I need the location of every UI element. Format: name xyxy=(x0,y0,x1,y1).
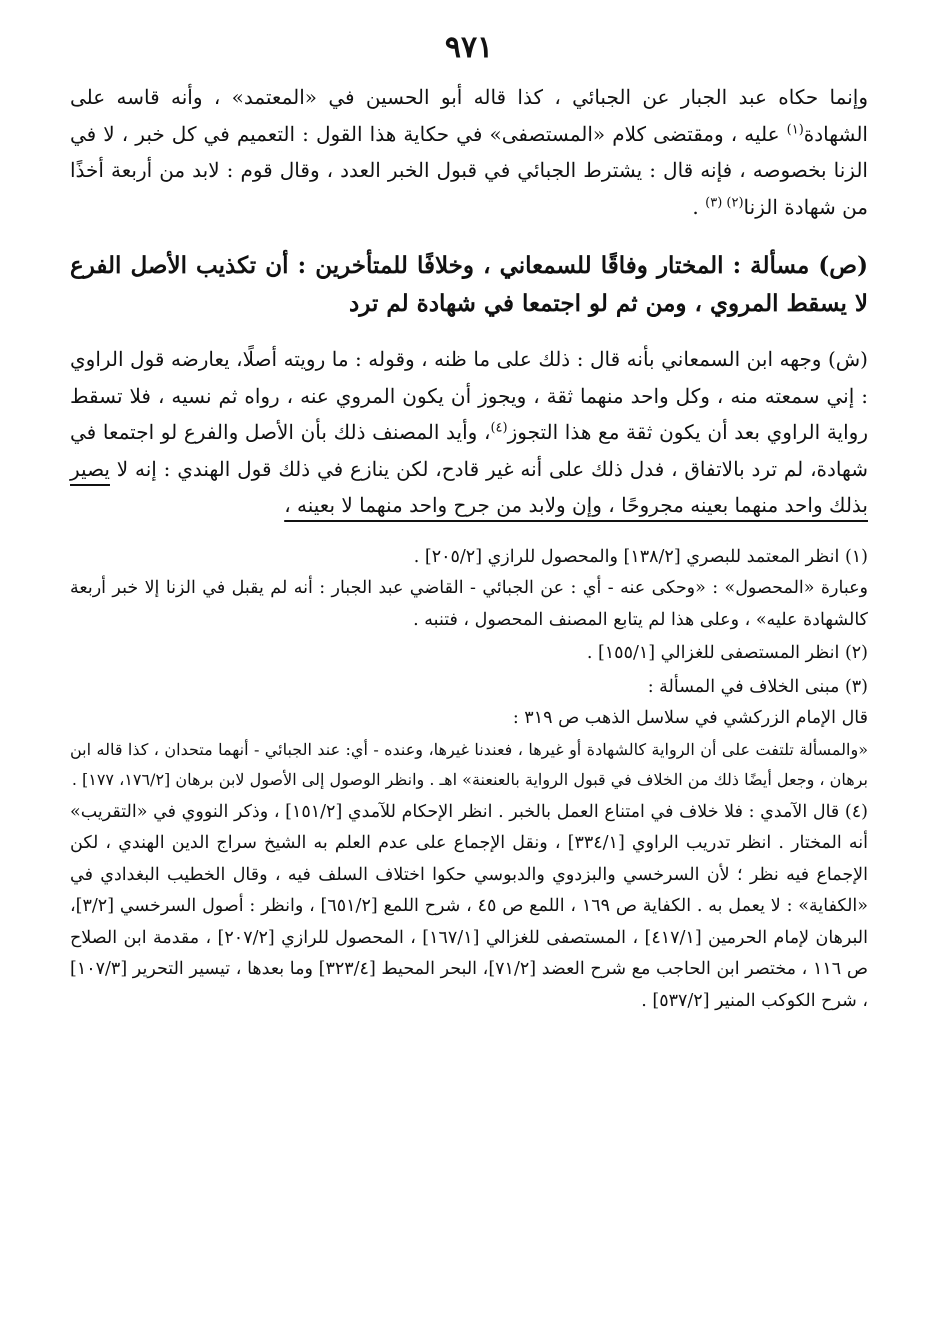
footnote-text: قال الآمدي : فلا خلاف في امتناع العمل بالخبر . انظر الإحكام للآمدي [١٥١/٢] ، وذكر النووي في «التقريب» أنه المختار . انظر تدريب الراوي [٣٣٤/١] ، ونقل الإجماع على عدم العلم به الشيخ سراج الدين الهندي ، لكن الإجماع فيه نظر ؛ لأن السرخسي والبزدوي والدبوسي حكوا اختلاف السلف فيه ، وقال الخطيب البغدادي في «الكفاية» : لا يعمل به . الكفاية ص ١٦٩ ، اللمع ص ٤٥ ، شرح اللمع [٦٥١/٢] ، وانظر : أصول السرخسي [٣/٢]، البرهان لإمام الحرمين [٤١٧/١] ، المستصفى للغزالي [١٦٧/١] ، المحصول للرازي [٢٠٧/٢] ، مقدمة ابن الصلاح ص ١١٦ ، مختصر ابن الحاجب مع شرح العضد [٧١/٢]، البحر المحيط [٣٢٣/٤] وما بعدها ، تيسير التحرير [١٠٧/٣] ، شرح الكوكب المنير [٥٣٧/٢] . xyxy=(70,801,869,1011)
sharh-text-a: (ش) وجهه ابن السمعاني بأنه قال : ذلك على ما ظنه ، وقوله : ما رويته أصلًا، يعارضه قول الراوي : إني سمعته منه ، وكل واحد منهما ثقة ، ويجوز أن يكون المروي عنه ، رواه ثم نسيه ، فلا تسقط رواية الراوي بعد أن يكون ثقة مع هذا التجوز xyxy=(70,347,868,444)
intro-text-a: وإنما حكاه عبد الجبار عن الجبائي ، كذا قاله أبو الحسين في «المعتمد» ، وأنه قاسه على الشهادة xyxy=(70,85,868,146)
footnote-ref-4: (٤) xyxy=(490,420,508,436)
footnote-number: (٢) xyxy=(844,643,868,663)
sharh-paragraph xyxy=(70,341,868,524)
intro-paragraph xyxy=(70,79,868,225)
footnote-text: انظر المعتمد للبصري [١٣٨/٢] والمحصول للرازي [٢٠٥/٢] . xyxy=(413,546,840,567)
footnote-text: مبنى الخلاف في المسألة : xyxy=(647,676,840,697)
sharh-underlined-line: يصير بذلك واحد منهما بعينه مجروحًا ، وإن ولابد من جرح واحد منهما لا بعينه ، xyxy=(70,456,868,517)
footnote-number: (٤) xyxy=(844,801,868,822)
footnote-text: انظر المستصفى للغزالي [١٥٥/١] . xyxy=(586,643,840,663)
page-number: ٩٧١ xyxy=(444,30,494,65)
footnote-subtext: قال الإمام الزركشي في سلاسل الذهب ص ٣١٩ : xyxy=(512,708,868,728)
footnote-number: (١) xyxy=(844,546,868,567)
footnote-ref-1: (١) xyxy=(786,121,804,137)
footnote-4 xyxy=(70,797,868,1018)
intro-text-b: عليه ، ومقتضى كلام «المستصفى» في حكاية هذا القول : التعميم في كل خبر ، لا في الزنا بخصوصه ، فإنه قال : يشترط الجبائي في قبول الخبر العدد ، وقال قوم : لابد من أربعة أخذًا من شهادة الزنا xyxy=(70,121,868,219)
footnote-number: (٣) xyxy=(844,676,868,697)
footnote-1 xyxy=(70,542,868,637)
footnote-quote: «والمسألة تلتفت على أن الرواية كالشهادة أو غيرها ، فعندنا غيرها، وعنده - أي: عند الجبائي - أنهما متحدان ، كذا قاله ابن برهان ، وجعل أيضًا ذلك من الخلاف في قبول الرواية بالعنعنة» اهـ . وانظر الوصول إلى الأصول لابن برهان [١٧٦/٢، ١٧٧] . xyxy=(70,739,868,789)
footnote-3 xyxy=(70,672,868,795)
footnote-2 xyxy=(70,638,868,670)
footnote-subtext: وعبارة «المحصول» : «وحكى عنه - أي : عن الجبائي - القاضي عبد الجبار : أنه لم يقبل في الزنا إلا خبر أربعة كالشهادة عليه» ، وعلى هذا لم يتابع المصنف المحصول ، فتنبه . xyxy=(70,578,868,630)
footnote-ref-2-3: (٢) (٣) xyxy=(705,194,744,210)
footnotes xyxy=(70,542,868,1018)
masala-heading: (ص) مسألة : المختار وفاقًا للسمعاني ، وخلافًا للمتأخرين : أن تكذيب الأصل الفرع لا يسقط المروي ، ومن ثم لو اجتمعا في شهادة لم ترد xyxy=(70,252,868,317)
sharh-text-b: ، وأيد المصنف ذلك بأن الأصل والفرع لو اجتمعا في شهادة، لم ترد بالاتفاق ، فدل ذلك على أنه غير قادح، لكن ينازع في ذلك قول الهندي : إنه لا xyxy=(70,420,868,481)
intro-text-c: . xyxy=(692,194,706,219)
